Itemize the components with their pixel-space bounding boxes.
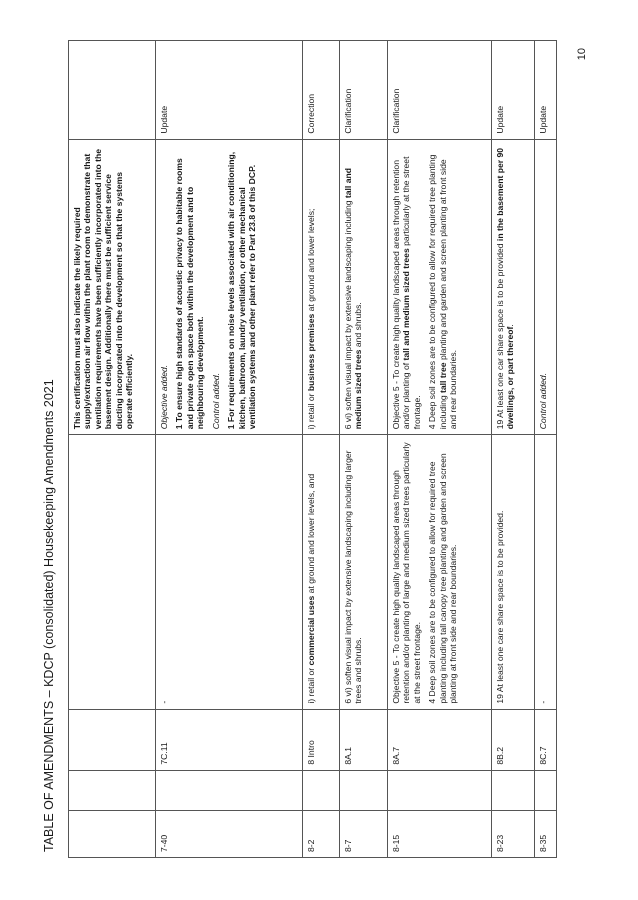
new-objective	[391, 144, 422, 430]
section-cell: 8C.7	[535, 709, 557, 770]
section-cell	[69, 709, 156, 770]
text-run: i) retail or	[306, 665, 316, 704]
new-text-cell	[303, 139, 340, 435]
text-run: i) retail or	[306, 391, 316, 430]
existing-objective: Objective 5 - To create high quality landscaped areas through retention and/or planting of large and medium sized trees particularly at the street frontage.	[391, 442, 422, 704]
text-run: planting and garden and screen planting at front side and rear boundaries.	[437, 159, 459, 430]
page-cell: 7-40	[156, 811, 303, 858]
page-cell: 8-23	[492, 811, 535, 858]
text-run-bold: commercial uses	[306, 595, 316, 666]
text-run: at ground and lower levels;	[306, 208, 316, 314]
existing-cell: -	[156, 435, 303, 709]
existing-cell	[303, 435, 340, 709]
reason-cell: Correction	[303, 41, 340, 140]
new-text-cell	[492, 139, 535, 435]
existing-cell	[388, 435, 492, 709]
text-run: 4 Deep soil zones are to be configured to allow for required tree planting including	[427, 154, 448, 430]
page-number: 10	[576, 48, 588, 61]
note-objective-added: Objective added.	[159, 364, 169, 430]
reason-cell: Update	[492, 41, 535, 140]
empty-cell	[492, 770, 535, 811]
text-run: .	[505, 324, 516, 327]
page-cell: 8-2	[303, 811, 340, 858]
table-row	[340, 41, 388, 858]
table-row	[69, 41, 156, 858]
text-run-bold: tall and medium sized trees	[343, 168, 364, 430]
amendments-table	[68, 40, 557, 858]
new-text-cell	[69, 139, 156, 435]
text-run: at ground and lower levels, and	[306, 473, 316, 596]
empty-cell	[69, 770, 156, 811]
existing-control: 4 Deep soil zones are to be configured to allow for required tree planting including tall canopy tree planting and garden and screen planting at front side and rear boundaries.	[427, 453, 459, 704]
reason-cell	[69, 41, 156, 140]
existing-cell: -	[535, 435, 557, 709]
text-run-bold: tall and medium sized trees	[401, 248, 412, 361]
existing-cell	[69, 435, 156, 709]
section-cell: 8 Intro	[303, 709, 340, 770]
section-cell: 8A.1	[340, 709, 388, 770]
section-cell: 8B.2	[492, 709, 535, 770]
table-row	[303, 41, 340, 858]
section-cell: 8A.7	[388, 709, 492, 770]
text-run: 6 vi) soften visual impact by extensive landscaping including	[343, 198, 353, 430]
reason-cell: Clarification	[388, 41, 492, 140]
text-run: particularly at the street frontage.	[401, 156, 422, 430]
text-run: and shrubs.	[353, 302, 364, 350]
text-run: 19 At least one car share space is to be provided	[495, 241, 505, 430]
empty-cell	[388, 770, 492, 811]
new-control	[427, 144, 458, 430]
new-text-cell: Control added.	[535, 139, 557, 435]
new-control-bold: 1 For requirements on noise levels associated with air conditioning, kitchen, bathroom, laundry ventilation, or other mechanical ventilation systems and other plant refer to Part 23.8 of this DCP.	[226, 151, 258, 430]
page-cell	[69, 811, 156, 858]
page-cell: 8-7	[340, 811, 388, 858]
table-row	[388, 41, 492, 858]
text-run-bold: tall tree	[437, 362, 448, 393]
new-text-cell	[388, 139, 492, 435]
page-title: TABLE OF AMENDMENTS – KDCP (consolidated) Housekeeping Amendments 2021	[42, 379, 56, 852]
empty-cell	[535, 770, 557, 811]
text-run-bold: in the basement per 90 dwellings, or part thereof	[495, 147, 516, 430]
existing-cell: 19 At least one care share space is to be provided.	[492, 435, 535, 709]
note-control-added: Control added.	[210, 372, 221, 430]
new-text-cell	[340, 139, 388, 435]
page-cell: 8-15	[388, 811, 492, 858]
new-objective-bold: 1 To ensure high standards of acoustic privacy to habitable rooms and private open space both within the development and to neighbouring development.	[174, 158, 206, 430]
reason-cell: Clarification	[340, 41, 388, 140]
reason-cell: Update	[156, 41, 303, 140]
table-row	[535, 41, 557, 858]
empty-cell	[156, 770, 303, 811]
table-row	[156, 41, 303, 858]
new-text-bold: This certification must also indicate the likely required supply/extraction air flow within the plant room to demonstrate that ventilation requirements have been sufficiently incorporated into the basement design. Additionally there must be sufficient service ducting incorporated into the development so that the systems operate efficiently.	[72, 148, 135, 430]
table-row	[492, 41, 535, 858]
section-cell: 7C.11	[156, 709, 303, 770]
empty-cell	[340, 770, 388, 811]
reason-cell: Update	[535, 41, 557, 140]
text-run-bold: business premises	[306, 313, 316, 392]
text-run: Objective 5 - To create high quality landscaped areas through retention and/or planting of	[391, 160, 412, 430]
page-cell: 8-35	[535, 811, 557, 858]
existing-cell: 6 vi) soften visual impact by extensive landscaping including larger trees and shrubs.	[340, 435, 388, 709]
new-text-cell	[156, 139, 303, 435]
empty-cell	[303, 770, 340, 811]
